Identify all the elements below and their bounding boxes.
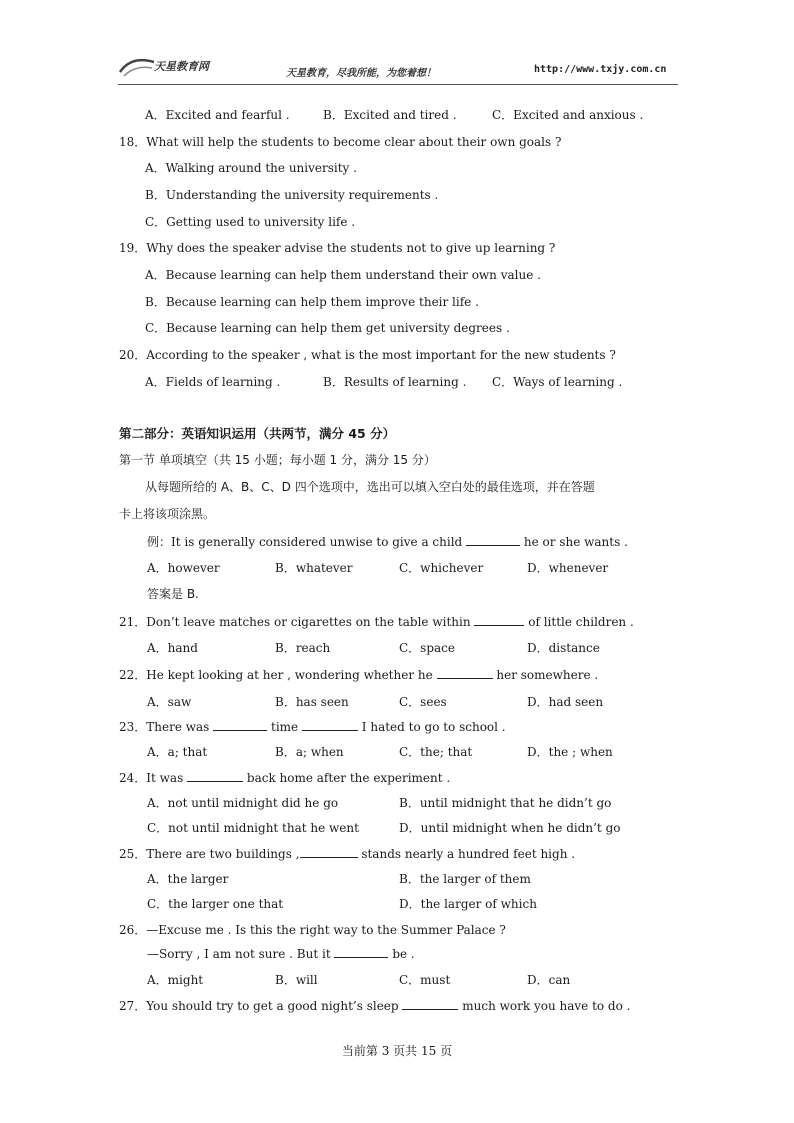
q23-stem: [119, 718, 506, 735]
q23-option-d: D．the ; when: [527, 745, 613, 759]
header-url[interactable]: http://www.txjy.com.cn: [534, 64, 667, 75]
q18-option-b: B．Understanding the university requirements .: [145, 188, 439, 202]
site-logo: [118, 54, 218, 80]
answer-blank: [402, 998, 458, 1010]
answer-blank: [187, 770, 243, 782]
q17-option-b: B．Excited and tired .: [323, 108, 457, 122]
q24-option-c: C．not until midnight that he went: [147, 821, 359, 835]
q22-option-b: B．has seen: [275, 695, 349, 709]
q24-stem-end: back home after the experiment .: [246, 771, 451, 785]
example-option-c: C．whichever: [399, 561, 484, 575]
answer-blank: [437, 667, 493, 679]
q22-stem-end: her somewhere .: [496, 668, 599, 682]
q17-option-c: C．Excited and anxious .: [492, 108, 644, 122]
example-option-a: A．however: [147, 561, 220, 575]
q26-option-d: D．can: [527, 973, 571, 987]
header-slogan: 天星教育，尽我所能，为您着想！: [286, 68, 436, 79]
q19-option-c: C．Because learning can help them get university degrees .: [145, 321, 510, 335]
q24-stem-text: 24．It was: [119, 771, 184, 785]
q25-option-d: D．the larger of which: [399, 897, 537, 911]
answer-blank: [466, 534, 520, 546]
q21-stem: [119, 613, 634, 630]
q26-line-2: [147, 946, 415, 961]
part2-title: 第二部分：英语知识运用（共两节，满分 45 分）: [119, 426, 396, 441]
answer-blank: [474, 614, 524, 626]
answer-blank: [334, 946, 388, 958]
q24-option-d: D．until midnight when he didn’t go: [399, 821, 621, 835]
q25-option-c: C．the larger one that: [147, 897, 284, 911]
q26-stem-end: be .: [392, 947, 415, 961]
q20-stem: 20．According to the speaker , what is the most important for the new students ?: [119, 348, 616, 362]
q22-option-d: D．had seen: [527, 695, 604, 709]
q26-stem-text: —Sorry , I am not sure . But it: [147, 947, 331, 961]
q23-option-a: A．a; that: [147, 745, 208, 759]
example-option-d: D．whenever: [527, 561, 609, 575]
q20-option-a: A．Fields of learning .: [145, 375, 281, 389]
q17-option-a: A．Excited and fearful .: [145, 108, 290, 122]
q27-stem-end: much work you have to do .: [462, 999, 631, 1013]
example-answer: 答案是 B.: [147, 587, 199, 601]
q22-stem: [119, 666, 598, 683]
q22-option-a: A．saw: [147, 695, 192, 709]
q21-option-b: B．reach: [275, 641, 331, 655]
q23-option-b: B．a; when: [275, 745, 344, 759]
q25-option-b: B．the larger of them: [399, 872, 531, 886]
logo-swoosh-icon: [118, 54, 158, 80]
instructions-line-1: 从每题所给的 A、B、C、D 四个选项中，选出可以填入空白处的最佳选项，并在答题: [145, 480, 595, 494]
q19-option-b: B．Because learning can help them improve their life .: [145, 295, 479, 309]
answer-blank: [300, 846, 358, 858]
q24-stem: [119, 769, 450, 786]
q21-option-d: D．distance: [527, 641, 600, 655]
q26-option-a: A．might: [147, 973, 204, 987]
q23-stem-text: 23．There was: [119, 720, 210, 734]
q26-option-c: C．must: [399, 973, 451, 987]
q19-stem: 19．Why does the speaker advise the students not to give up learning ?: [119, 241, 556, 255]
q23-stem-mid: time: [271, 720, 299, 734]
q25-stem: [119, 845, 575, 862]
q27-stem-text: 27．You should try to get a good night’s sleep: [119, 999, 399, 1013]
q18-stem: 18．What will help the students to become clear about their own goals ?: [119, 135, 562, 149]
q20-option-b: B．Results of learning .: [323, 375, 467, 389]
q21-stem-end: of little children .: [528, 615, 634, 629]
q21-option-a: A．hand: [147, 641, 198, 655]
q23-stem-end: I hated to go to school .: [361, 720, 506, 734]
q26-line-1: 26．—Excuse me . Is this the right way to the Summer Palace ?: [119, 923, 506, 937]
q24-option-a: A．not until midnight did he go: [147, 796, 339, 810]
q26-option-b: B．will: [275, 973, 318, 987]
q21-option-c: C．space: [399, 641, 455, 655]
section1-title: 第一节 单项填空（共 15 小题；每小题 1 分，满分 15 分）: [119, 453, 436, 467]
q23-option-c: C．the; that: [399, 745, 473, 759]
q18-option-c: C．Getting used to university life .: [145, 215, 356, 229]
example-option-b: B．whatever: [275, 561, 353, 575]
q25-stem-text: 25．There are two buildings ,: [119, 847, 300, 861]
answer-blank: [302, 719, 358, 731]
answer-blank: [213, 719, 267, 731]
page-header: [118, 52, 678, 85]
q21-stem-text: 21．Don’t leave matches or cigarettes on the table within: [119, 615, 471, 629]
q27-stem: [119, 997, 630, 1014]
q24-option-b: B．until midnight that he didn’t go: [399, 796, 612, 810]
example-stem-end: he or she wants .: [523, 535, 628, 549]
q22-option-c: C．sees: [399, 695, 447, 709]
q25-stem-end: stands nearly a hundred feet high .: [361, 847, 576, 861]
q18-option-a: A．Walking around the university .: [145, 161, 357, 175]
instructions-line-2: 卡上将该项涂黑。: [119, 507, 216, 521]
example-stem-text: 例：It is generally considered unwise to give a child: [147, 535, 463, 549]
q25-option-a: A．the larger: [147, 872, 229, 886]
example-stem: [147, 533, 628, 550]
q20-option-c: C．Ways of learning .: [492, 375, 623, 389]
q22-stem-text: 22．He kept looking at her , wondering whether he: [119, 668, 433, 682]
page-footer: 当前第 3 页共 15 页: [341, 1044, 453, 1058]
logo-text: 天星教育网: [154, 60, 209, 73]
q19-option-a: A．Because learning can help them understand their own value .: [145, 268, 541, 282]
